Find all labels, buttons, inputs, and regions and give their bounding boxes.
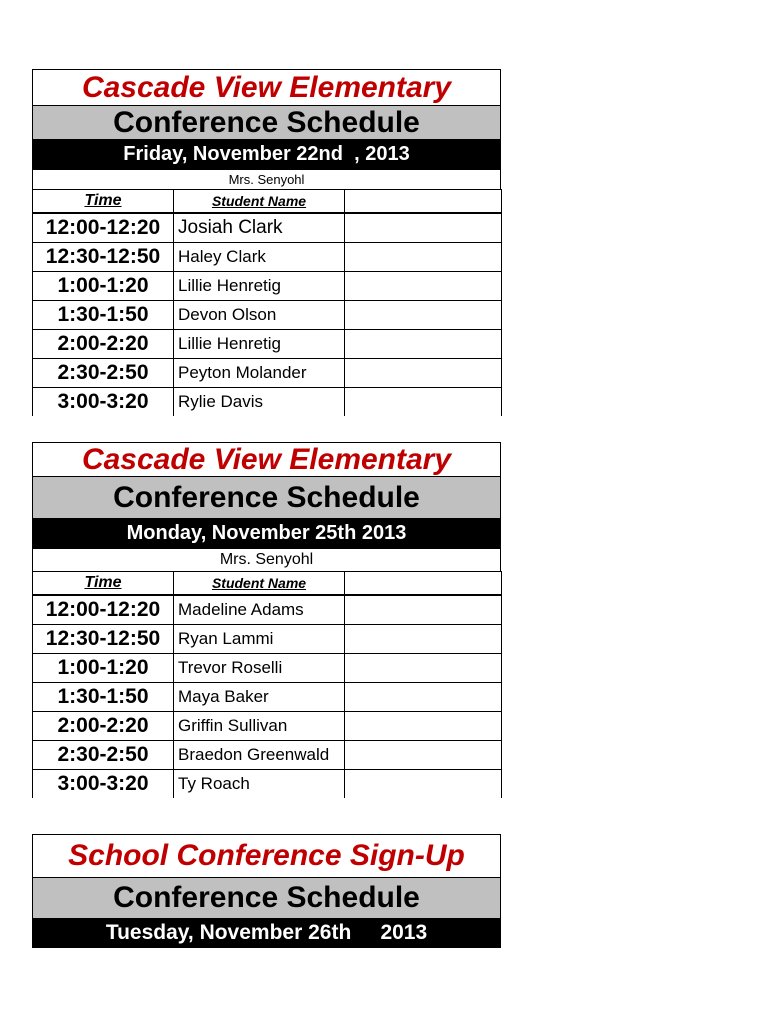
schedule-title: Conference Schedule — [32, 105, 501, 139]
blank-cell — [345, 769, 502, 798]
school-name: Cascade View Elementary — [32, 442, 501, 476]
schedule-title: Conference Schedule — [32, 476, 501, 518]
schedule-table — [32, 571, 502, 798]
student-cell: Ryan Lammi — [174, 624, 345, 653]
school-name: School Conference Sign-Up — [32, 834, 501, 877]
time-cell: 1:30-1:50 — [33, 682, 174, 711]
table-row — [33, 387, 502, 416]
student-name-header: Student Name — [174, 190, 345, 214]
schedule-title: Conference Schedule — [32, 877, 501, 918]
time-cell: 12:30-12:50 — [33, 624, 174, 653]
student-cell: Devon Olson — [174, 300, 345, 329]
blank-header — [345, 572, 502, 596]
student-cell: Lillie Henretig — [174, 271, 345, 300]
schedule-sheet-friday — [32, 69, 501, 416]
school-name: Cascade View Elementary — [32, 69, 501, 105]
table-row — [33, 595, 502, 624]
time-header: Time — [33, 572, 174, 596]
time-cell: 1:00-1:20 — [33, 271, 174, 300]
schedule-sheet-monday — [32, 442, 501, 798]
time-cell: 12:00-12:20 — [33, 595, 174, 624]
teacher-name: Mrs. Senyohl — [32, 170, 501, 189]
student-cell: Ty Roach — [174, 769, 345, 798]
student-cell: Maya Baker — [174, 682, 345, 711]
time-cell: 1:30-1:50 — [33, 300, 174, 329]
student-cell: Lillie Henretig — [174, 329, 345, 358]
time-cell: 2:00-2:20 — [33, 329, 174, 358]
schedule-table — [32, 189, 502, 416]
time-cell: 12:00-12:20 — [33, 213, 174, 242]
student-cell: Haley Clark — [174, 242, 345, 271]
student-cell: Madeline Adams — [174, 595, 345, 624]
student-name-header: Student Name — [174, 572, 345, 596]
blank-cell — [345, 387, 502, 416]
table-row — [33, 242, 502, 271]
table-row — [33, 624, 502, 653]
student-cell: Peyton Molander — [174, 358, 345, 387]
blank-cell — [345, 624, 502, 653]
schedule-date: Friday, November 22nd , 2013 — [32, 139, 501, 170]
time-cell: 2:30-2:50 — [33, 740, 174, 769]
time-cell: 12:30-12:50 — [33, 242, 174, 271]
blank-cell — [345, 682, 502, 711]
time-cell: 3:00-3:20 — [33, 387, 174, 416]
table-row — [33, 271, 502, 300]
time-cell: 2:00-2:20 — [33, 711, 174, 740]
table-row — [33, 711, 502, 740]
table-row — [33, 653, 502, 682]
schedule-date: Tuesday, November 26th 2013 — [32, 918, 501, 948]
blank-cell — [345, 711, 502, 740]
blank-cell — [345, 740, 502, 769]
time-cell: 1:00-1:20 — [33, 653, 174, 682]
blank-cell — [345, 242, 502, 271]
blank-cell — [345, 300, 502, 329]
table-header-row — [33, 572, 502, 596]
table-header-row — [33, 190, 502, 214]
time-cell: 3:00-3:20 — [33, 769, 174, 798]
table-row — [33, 682, 502, 711]
blank-cell — [345, 653, 502, 682]
table-row — [33, 300, 502, 329]
blank-cell — [345, 213, 502, 242]
student-cell: Rylie Davis — [174, 387, 345, 416]
time-header: Time — [33, 190, 174, 214]
table-row — [33, 213, 502, 242]
table-row — [33, 740, 502, 769]
student-cell: Trevor Roselli — [174, 653, 345, 682]
table-row — [33, 329, 502, 358]
time-cell: 2:30-2:50 — [33, 358, 174, 387]
student-cell: Braedon Greenwald — [174, 740, 345, 769]
student-cell: Josiah Clark — [174, 213, 345, 242]
blank-cell — [345, 358, 502, 387]
blank-cell — [345, 271, 502, 300]
schedule-sheet-tuesday — [32, 834, 501, 948]
table-row — [33, 358, 502, 387]
blank-cell — [345, 595, 502, 624]
teacher-name: Mrs. Senyohl — [32, 549, 501, 571]
student-cell: Griffin Sullivan — [174, 711, 345, 740]
blank-cell — [345, 329, 502, 358]
table-row — [33, 769, 502, 798]
schedule-date: Monday, November 25th 2013 — [32, 518, 501, 549]
blank-header — [345, 190, 502, 214]
